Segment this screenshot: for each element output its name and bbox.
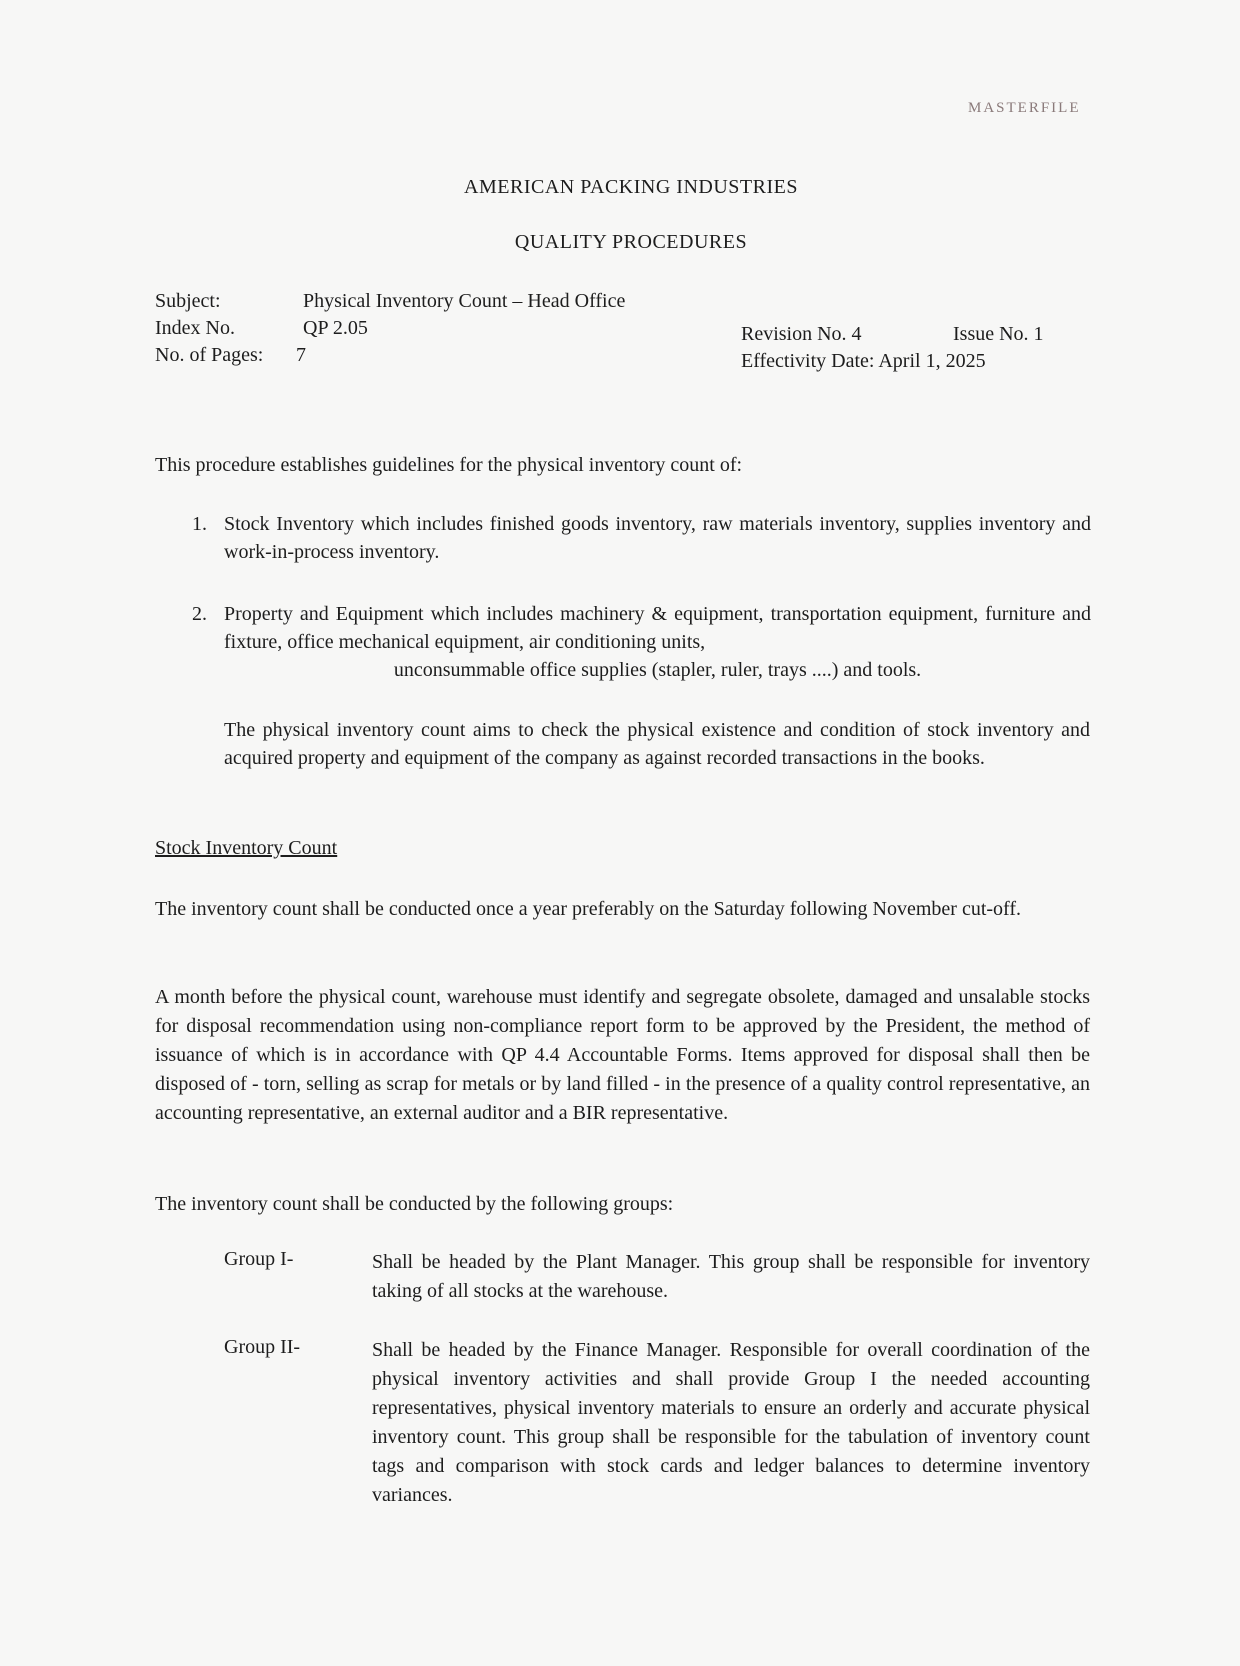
list-text: Stock Inventory which includes finished goods inventory, raw materials inventory, supplies inventory and work-in-process inventory.: [224, 513, 1091, 563]
pages-label: No. of Pages:: [155, 344, 264, 366]
intro-text: This procedure establishes guidelines for the physical inventory count of:: [155, 454, 743, 476]
masterfile-stamp: MASTERFILE: [968, 100, 1081, 116]
document-title: QUALITY PROCEDURES: [514, 231, 748, 253]
index-label: Index No.: [155, 317, 235, 339]
group-description: Shall be headed by the Finance Manager. Responsible for overall coordination of the physical inventory activities and shall provide Group I the needed accounting representatives, physical inventory materials to ensure an orderly and accurate physical inventory count. This group shall be responsible for the tabulation of inventory count tags and comparison with stock cards and ledger balances to determine inventory variances.: [372, 1339, 1090, 1506]
group-label: Group II-: [224, 1336, 301, 1358]
subject-value: Physical Inventory Count – Head Office: [303, 290, 626, 312]
paragraph: The inventory count shall be conducted by the following groups:: [155, 1193, 674, 1215]
list-text-centered: unconsummable office supplies (stapler, ruler, trays ....) and tools.: [393, 659, 922, 681]
paragraph: The inventory count shall be conducted once a year preferably on the Saturday following November cut-off.: [155, 898, 1021, 920]
list-number: 2.: [192, 603, 207, 625]
list-text: Property and Equipment which includes machinery & equipment, transportation equipment, furniture and fixture, office mechanical equipment, air conditioning units,: [224, 603, 1091, 653]
paragraph: A month before the physical count, warehouse must identify and segregate obsolete, damaged and unsalable stocks for disposal recommendation using non-compliance report form to be approved by the President, the method of issuance of which is in accordance with QP 4.4 Accountable Forms. Items approved for disposal shall then be disposed of - torn, selling as scrap for metals or by land filled - in the presence of a quality control representative, an accounting representative, an external auditor and a BIR representative.: [155, 986, 1090, 1124]
section-heading: Stock Inventory Count: [155, 837, 338, 859]
group-label: Group I-: [224, 1248, 294, 1270]
subject-label: Subject:: [155, 290, 221, 312]
issue-number: Issue No. 1: [953, 323, 1044, 345]
group-description: Shall be headed by the Plant Manager. This group shall be responsible for inventory taking of all stocks at the warehouse.: [372, 1251, 1090, 1302]
index-value: QP 2.05: [303, 317, 368, 339]
revision-number: Revision No. 4: [741, 323, 862, 345]
effectivity-date: Effectivity Date: April 1, 2025: [741, 350, 986, 372]
list-number: 1.: [192, 513, 207, 535]
pages-value: 7: [296, 344, 306, 366]
company-name: AMERICAN PACKING INDUSTRIES: [464, 176, 798, 198]
aim-paragraph: The physical inventory count aims to check the physical existence and condition of stock inventory and acquired property and equipment of the company as against recorded transactions in the books.: [224, 719, 1090, 769]
